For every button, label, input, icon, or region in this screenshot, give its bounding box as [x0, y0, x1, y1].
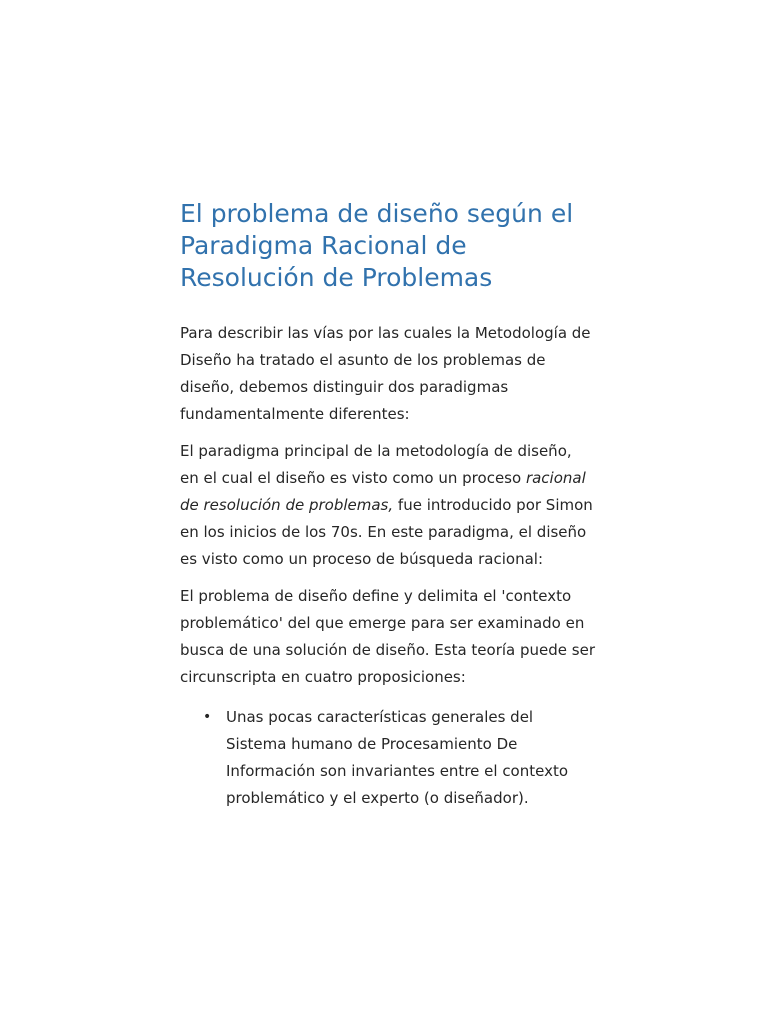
list-item-text: Unas pocas características generales del Sistema humano de Procesamiento De Información son invariantes entre el contexto problemático y el experto (o diseñador).: [226, 708, 569, 807]
emphasis-text: racional de resolución de problemas,: [180, 469, 586, 514]
paragraph-text: fue introducido por Simon en los inicios de los 70s. En este paradigma, el diseño es visto como un proceso de búsqueda racional:: [180, 496, 593, 568]
bullet-icon: •: [203, 709, 212, 725]
document-title: El problema de diseño según el Paradigma Racional de Resolución de Problemas: [180, 199, 574, 292]
paragraph-text: El paradigma principal de la metodología de diseño, en el cual el diseño es visto como un proceso: [180, 442, 572, 487]
paragraph-design-problem: El problema de diseño define y delimita el 'contexto problemático' del que emerge para ser examinado en busca de una solución de diseño. Esta teoría puede ser circunscripta en cuatro proposiciones:: [180, 587, 595, 686]
document-page: [180, 198, 595, 812]
paragraph-intro: Para describir las vías por las cuales la Metodología de Diseño ha tratado el asunto de los problemas de diseño, debemos distinguir dos paradigmas fundamentalmente diferentes:: [180, 324, 591, 423]
paragraph-rational-paradigm: [180, 438, 595, 573]
list-item: [180, 704, 595, 812]
bullet-list: [180, 704, 595, 812]
